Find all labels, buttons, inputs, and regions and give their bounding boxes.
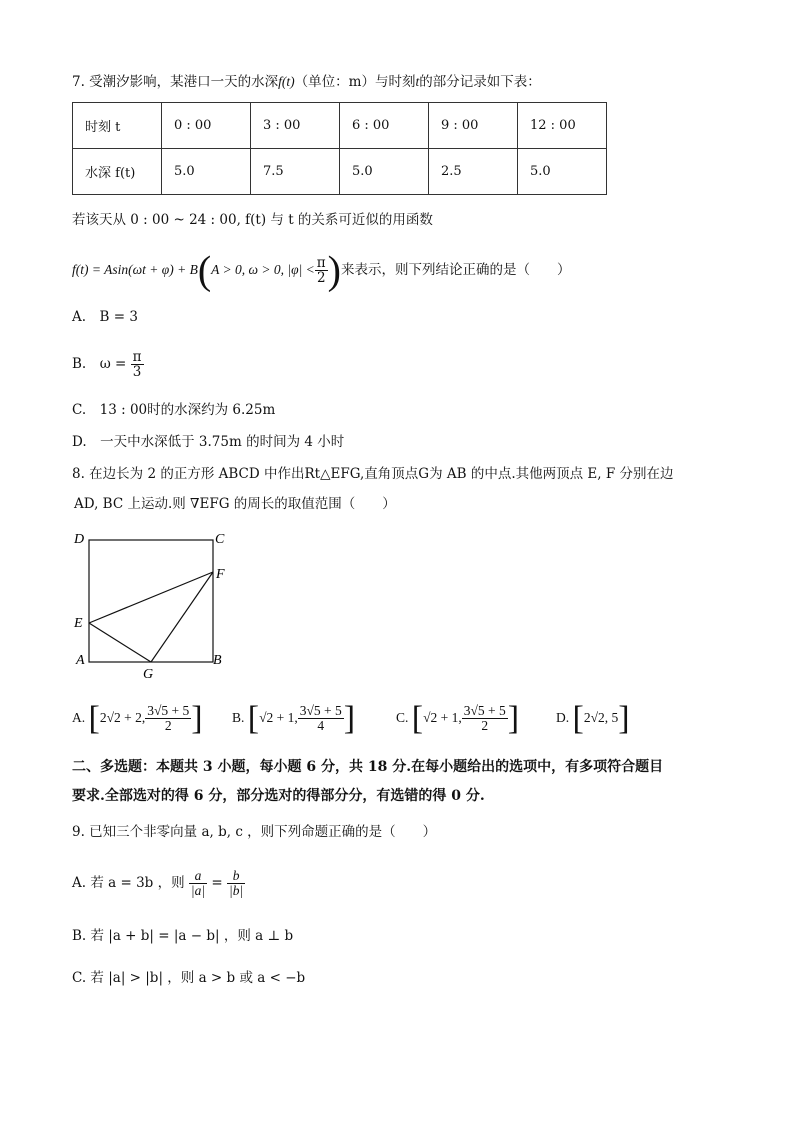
table-cell: 5.0	[162, 149, 251, 195]
right-bracket-icon: ]	[191, 699, 203, 737]
q8-line2: AD, BC 上运动.则 ∇EFG 的周长的取值范围（ ）	[74, 496, 396, 512]
frac-numerator: 3√5 + 5	[299, 703, 342, 719]
q7-option-b-frac	[131, 350, 144, 379]
q7-formula-cond: A > 0, ω > 0, |φ| <	[211, 262, 315, 277]
q7-stem	[72, 72, 541, 92]
q7-line2: 若该天从 0 : 00 ~ 24 : 00, f(t) 与 t 的关系可近似的用函数	[72, 212, 433, 228]
option-c-left: √2 + 1,	[423, 710, 462, 725]
left-bracket-icon: [	[88, 699, 100, 737]
q9-option-a-frac1	[189, 869, 207, 898]
q7-formula-pi-frac	[315, 256, 328, 285]
frac-numerator: 3√5 + 5	[147, 703, 190, 719]
label-f: F	[216, 567, 225, 582]
q7-stem-mid: （单位：m）与时刻	[294, 74, 416, 90]
segment-eg	[89, 623, 151, 662]
q9-option-a-prefix: A. 若 a = 3b ，则	[72, 875, 185, 891]
frac-numerator: 3√5 + 5	[463, 703, 506, 719]
table-cell: 0 : 00	[162, 103, 251, 149]
frac-denominator: 4	[317, 718, 325, 734]
table-row	[73, 103, 607, 149]
frac-denominator: |a|	[190, 883, 206, 898]
right-paren-icon: )	[327, 247, 341, 293]
equals-sign: =	[211, 875, 223, 891]
q9-option-c: C. 若 |a| > |b| ，则 a > b 或 a < −b	[72, 970, 306, 986]
q7-option-a: A. B = 3	[72, 309, 138, 325]
q7-stem-text: 7. 受潮汐影响，某港口一天的水深	[72, 74, 279, 90]
q7-depth-table	[72, 102, 607, 195]
q8-option-a	[72, 696, 203, 741]
frac-denominator: 2	[316, 270, 326, 286]
table-cell: 5.0	[340, 149, 429, 195]
q9-option-b: B. 若 |a + b| = |a − b| ，则 a ⊥ b	[72, 928, 294, 944]
q7-stem-func: f(t)	[278, 74, 295, 89]
option-c-frac	[462, 704, 508, 733]
frac-numerator: π	[316, 255, 326, 271]
left-bracket-icon: [	[572, 699, 584, 737]
table-cell: 5.0	[518, 149, 607, 195]
q8-option-d	[556, 696, 630, 741]
q9-stem: 9. 已知三个非零向量 a, b, c ，则下列命题正确的是（ ）	[72, 824, 437, 840]
frac-numerator: a	[189, 869, 207, 884]
table-cell: 6 : 00	[340, 103, 429, 149]
table-cell: 3 : 00	[251, 103, 340, 149]
option-label: A.	[72, 710, 86, 725]
label-g: G	[143, 667, 154, 682]
option-label: B.	[232, 710, 245, 725]
frac-denominator: 2	[481, 718, 489, 734]
q9-option-a	[72, 858, 245, 908]
table-cell: 7.5	[251, 149, 340, 195]
table-header-depth: 水深 f(t)	[73, 149, 162, 195]
segment-ef	[89, 572, 213, 623]
option-a-frac	[145, 704, 191, 733]
option-d-body: 2√2, 5	[583, 710, 619, 725]
table-row	[73, 149, 607, 195]
table-cell: 2.5	[429, 149, 518, 195]
option-label: C.	[396, 710, 409, 725]
left-bracket-icon: [	[411, 699, 424, 737]
frac-denominator: |b|	[228, 883, 244, 898]
right-bracket-icon: ]	[343, 699, 356, 737]
option-label: D.	[556, 710, 570, 725]
right-bracket-icon: ]	[507, 699, 520, 737]
q7-formula	[72, 247, 571, 293]
table-header-time: 时刻 t	[73, 103, 162, 149]
frac-denominator: 2	[164, 718, 172, 734]
q7-stem-t: t	[415, 74, 420, 89]
q9-option-a-frac2	[227, 869, 245, 898]
table-cell: 12 : 00	[518, 103, 607, 149]
q7-option-c: C. 13 : 00时的水深约为 6.25m	[72, 402, 276, 418]
left-paren-icon: (	[197, 247, 212, 293]
section2-line1: 二、多选题：本题共 3 小题，每小题 6 分，共 18 分.在每小题给出的选项中，有多项符合题目	[72, 759, 664, 775]
q7-option-d: D. 一天中水深低于 3.75m 的时间为 4 小时	[72, 434, 345, 450]
segment-gf	[151, 572, 213, 662]
q8-option-c	[396, 696, 519, 741]
section2-line2: 要求.全部选对的得 6 分，部分选对的得部分分，有选错的得 0 分.	[72, 788, 485, 804]
option-a-left: 2√2 + 2,	[99, 710, 146, 725]
option-b-frac	[298, 704, 344, 733]
label-e: E	[74, 616, 83, 631]
q7-option-b-prefix: B. ω =	[72, 356, 127, 372]
label-c: C	[215, 532, 225, 547]
table-cell: 9 : 00	[429, 103, 518, 149]
q7-stem-end: 的部分记录如下表：	[419, 74, 541, 90]
q8-option-b	[232, 696, 355, 741]
q7-formula-tail: 来表示，则下列结论正确的是（ ）	[341, 262, 571, 278]
label-b: B	[213, 653, 222, 668]
frac-numerator: π	[132, 349, 142, 365]
label-a: A	[76, 653, 85, 668]
left-bracket-icon: [	[247, 699, 260, 737]
square-abcd	[89, 540, 213, 662]
q8-line1: 8. 在边长为 2 的正方形 ABCD 中作出Rt△EFG,直角顶点G为 AB 的中点.其他两顶点 E, F 分别在边	[72, 466, 674, 482]
label-d: D	[74, 532, 85, 547]
option-b-left: √2 + 1,	[259, 710, 298, 725]
frac-numerator: b	[227, 869, 245, 884]
right-bracket-icon: ]	[618, 699, 630, 737]
frac-denominator: 3	[132, 364, 142, 380]
square-figure	[66, 526, 236, 686]
q7-option-b	[72, 346, 144, 382]
q7-formula-left: f(t) = Asin(ωt + φ) + B	[72, 262, 198, 277]
